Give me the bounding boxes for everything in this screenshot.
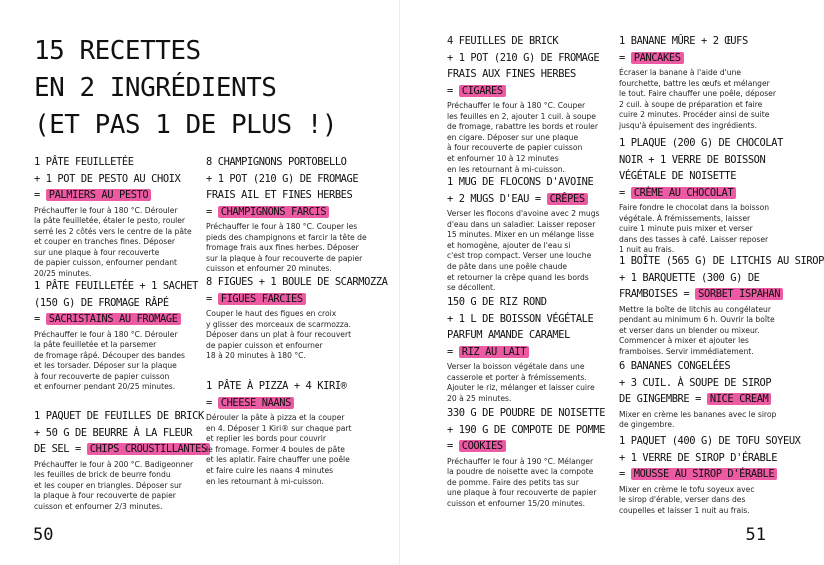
instruction-line: serré les 2 côtés vers le centre de la pâte: [34, 226, 192, 236]
ingredient-line: [34, 278, 202, 295]
instruction-line: et couper en tranches fines. Déposer: [34, 237, 176, 247]
recipe-ingredients: [206, 378, 374, 411]
ingredient-text: PARFUM AMANDE CARAMEL: [447, 329, 570, 341]
title-line: EN 2 INGRÉDIENTS: [34, 73, 277, 103]
ingredient-line: [447, 33, 615, 50]
ingredient-text: 1 PAQUET DE FEUILLES DE BRICK: [34, 410, 204, 422]
instruction-line: Préchauffer le four à 180 °C. Couper les: [206, 222, 358, 231]
recipe-ingredients: [447, 294, 615, 360]
ingredient-text: + 1 POT DE PESTO AU CHOIX: [34, 172, 181, 185]
recipe-instructions: [619, 203, 787, 256]
ingredient-text: 1 PÂTE FEUILLETÉE + 1 SACHET: [34, 280, 198, 292]
ingredient-line: [34, 154, 202, 171]
recipe-name-highlight: SACRISTAINS AU FROMAGE: [46, 313, 181, 325]
instruction-line: Mixer en crème les bananes avec le sirop: [619, 409, 777, 419]
recipe-block: [447, 174, 615, 294]
ingredient-line: [447, 191, 615, 208]
ingredient-line: [447, 438, 615, 455]
left-page: [0, 0, 400, 565]
instruction-line: en les retournant à mi-cuisson.: [447, 164, 565, 174]
recipe-block: [447, 294, 615, 404]
ingredient-text: + 1 POT (210 G) DE FROMAGE: [447, 51, 600, 64]
ingredient-text: 1 PÂTE FEUILLETÉE: [34, 156, 134, 168]
instruction-line: et faire cuire les naans 4 minutes: [206, 465, 334, 475]
instruction-line: la poudre de noisette avec la compote: [447, 467, 594, 477]
ingredient-text: =: [619, 468, 625, 480]
ingredient-text: 1 BANANE MÛRE + 2 ŒUFS: [619, 35, 748, 47]
ingredient-text: + 2 MUGS D'EAU =: [447, 192, 541, 205]
ingredient-line: [619, 433, 801, 450]
instruction-line: de pâte dans une poêle chaude: [447, 261, 568, 271]
instruction-line: se décollent.: [447, 283, 496, 293]
ingredient-text: (150 G) DE FROMAGE RÂPÉ: [34, 296, 169, 309]
ingredient-text: + 1 L DE BOISSON VÉGÉTALE: [447, 312, 594, 325]
instruction-line: Préchauffer le four à 190 °C. Mélanger: [447, 456, 594, 466]
recipe-instructions: [34, 330, 202, 394]
recipe-ingredients: [619, 135, 787, 201]
recipe-name-highlight: CHIPS CROUSTILLANTES: [87, 443, 210, 455]
instruction-line: Dérouler la pâte à pizza et la couper: [206, 413, 345, 422]
instruction-line: fromage frais aux fines herbes. Déposer: [206, 243, 359, 253]
ingredient-line: [34, 187, 202, 204]
instruction-line: et enfourner pendant 20/25 minutes.: [34, 382, 176, 392]
ingredient-line: [619, 50, 787, 67]
right-page: [400, 0, 824, 565]
recipe-name-highlight: MOUSSE AU SIROP D'ÉRABLE: [631, 468, 778, 480]
recipe-block: [619, 358, 787, 431]
ingredient-text: 1 BOÎTE (565 G) DE LITCHIS AU SIROP: [619, 255, 824, 267]
ingredient-line: [206, 378, 374, 395]
ingredient-text: FRAMBOISES =: [619, 288, 690, 300]
ingredient-line: [447, 83, 615, 100]
instruction-line: Mettre la boîte de litchis au congélateur: [619, 304, 771, 314]
recipe-ingredients: [619, 433, 801, 483]
recipe-block: [206, 154, 374, 275]
ingredient-text: + 1 VERRE DE SIROP D'ÉRABLE: [619, 451, 778, 464]
recipe-ingredients: [447, 174, 615, 207]
ingredient-line: [619, 450, 787, 467]
recipe-instructions: [206, 222, 374, 275]
recipe-ingredients: [206, 274, 388, 307]
ingredient-line: [619, 391, 787, 408]
instruction-line: une plaque à four recouverte de papier: [447, 488, 597, 498]
instruction-line: fourchette, battre les œufs et mélanger: [619, 78, 770, 88]
recipe-name-highlight: CIGARES: [459, 85, 506, 97]
instruction-line: les feuilles de brick de beurre fondu: [34, 470, 171, 480]
recipe-name-highlight: CRÈME AU CHOCOLAT: [631, 187, 737, 199]
instruction-line: à four recouverte de papier cuisson: [447, 143, 583, 153]
ingredient-line: [34, 295, 202, 312]
recipe-ingredients: [206, 154, 374, 220]
instruction-line: le tout. Faire chauffer une poêle, déposer: [619, 89, 776, 99]
instruction-line: 15 minutes. Mixer en un mélange lisse: [447, 230, 595, 240]
recipe-instructions: [34, 206, 202, 280]
instruction-line: et enfourner 10 à 12 minutes: [447, 153, 559, 163]
ingredient-line: [206, 171, 374, 188]
instruction-line: Préchauffer le four à 200 °C. Badigeonner: [34, 459, 194, 469]
ingredient-line: [619, 270, 787, 287]
recipe-block: [206, 378, 374, 487]
instruction-line: et les couper en triangles. Déposer sur: [34, 480, 182, 490]
ingredient-line: [206, 204, 374, 221]
recipe-instructions: [619, 485, 787, 517]
recipe-ingredients: [447, 405, 615, 455]
ingredient-text: =: [619, 51, 625, 64]
instruction-line: coupelles et laisser 1 nuit au frais.: [619, 505, 750, 515]
instruction-line: Déposer dans un plat à four recouvert: [206, 330, 352, 340]
recipe-ingredients: [34, 278, 202, 328]
ingredient-line: [34, 441, 207, 458]
recipe-name-highlight: FIGUES FARCIES: [218, 293, 306, 305]
recipe-ingredients: [619, 358, 787, 408]
ingredient-line: [34, 171, 202, 188]
ingredient-text: DE SEL =: [34, 443, 81, 455]
instruction-line: c'est trop compact. Verser une louche: [447, 251, 592, 261]
ingredient-line: [619, 185, 787, 202]
instruction-line: en cigare. Déposer sur une plaque: [447, 132, 579, 142]
instruction-line: Verser la boisson végétale dans une: [447, 362, 585, 371]
page-number-right: 51: [745, 525, 766, 545]
ingredient-line: [619, 135, 787, 152]
ingredient-line: [619, 358, 787, 375]
recipe-instructions: [447, 362, 615, 404]
instruction-line: cuire 2 minutes. Procéder ainsi de suite: [619, 110, 770, 120]
ingredient-text: FRAIS AIL ET FINES HERBES: [206, 189, 353, 201]
instruction-line: Préchauffer le four à 180 °C. Dérouler: [34, 205, 178, 215]
ingredient-text: 1 PAQUET (400 G) DE TOFU SOYEUX: [619, 435, 801, 447]
instruction-line: dans des tasses à café. Laisser reposer: [619, 234, 769, 244]
instruction-line: en 4. Déposer 1 Kiri® sur chaque part: [206, 423, 352, 433]
recipe-name-highlight: COOKIES: [459, 440, 506, 452]
recipe-instructions: [447, 457, 615, 510]
instruction-line: 20/25 minutes.: [34, 269, 92, 279]
ingredient-text: =: [447, 84, 453, 97]
ingredient-text: =: [206, 396, 212, 409]
instruction-line: à four recouverte de papier cuisson: [34, 371, 170, 381]
instruction-line: Préchauffer le four à 180 °C. Couper: [447, 101, 586, 110]
recipe-instructions: [619, 68, 787, 132]
recipe-block: [447, 33, 615, 175]
ingredient-text: 330 G DE POUDRE DE NOISETTE: [447, 407, 606, 419]
ingredient-line: [447, 344, 615, 361]
instruction-line: le fromage. Former 4 boules de pâte: [206, 444, 345, 454]
ingredient-text: 8 CHAMPIGNONS PORTOBELLO: [206, 156, 347, 168]
ingredient-line: [34, 311, 202, 328]
ingredient-text: VÉGÉTALE DE NOISETTE: [619, 170, 737, 182]
ingredient-line: [447, 405, 615, 422]
instruction-line: la pâte feuilletée, étaler le pesto, rouler: [34, 216, 186, 226]
instruction-line: et verser dans un blender ou mixeur.: [619, 325, 760, 335]
instruction-line: la pâte feuilletée et la parsemer: [34, 340, 157, 350]
recipe-name-highlight: RIZ AU LAIT: [459, 346, 529, 358]
instruction-line: Préchauffer le four à 180 °C. Dérouler: [34, 329, 178, 339]
ingredient-line: [34, 408, 202, 425]
ingredient-text: + 50 G DE BEURRE À LA FLEUR: [34, 426, 193, 439]
ingredient-text: 1 PÂTE À PIZZA + 4 KIRI®: [206, 380, 347, 392]
recipe-name-highlight: CHAMPIGNONS FARCIS: [218, 206, 329, 218]
ingredient-text: + 1 POT (210 G) DE FROMAGE: [206, 172, 359, 185]
ingredient-text: 1 MUG DE FLOCONS D'AVOINE: [447, 176, 594, 188]
instruction-line: sur une plaque à four recouverte: [34, 247, 160, 257]
recipe-ingredients: [447, 33, 615, 99]
instruction-line: et replier les bords pour couvrir: [206, 434, 327, 444]
ingredient-line: [619, 253, 824, 270]
ingredient-line: [447, 66, 615, 83]
instruction-line: cuisson et enfourner 2/3 minutes.: [34, 501, 163, 511]
recipe-instructions: [619, 305, 787, 358]
ingredient-line: [619, 152, 787, 169]
ingredient-text: + 190 G DE COMPOTE DE POMME: [447, 423, 606, 436]
ingredient-line: [447, 422, 615, 439]
recipe-name-highlight: NICE CREAM: [707, 393, 772, 405]
recipe-block: [619, 33, 787, 132]
recipe-instructions: [206, 309, 374, 362]
instruction-line: et les aplatir. Faire chauffer une poêle: [206, 455, 350, 465]
recipe-name-highlight: CRÊPES: [547, 193, 588, 205]
ingredient-line: [619, 466, 787, 483]
instruction-line: de fromage râpé. Découper des bandes: [34, 350, 186, 360]
ingredient-text: 8 FIGUES + 1 BOULE DE SCARMOZZA: [206, 276, 388, 288]
instruction-line: Ajouter le riz, mélanger et laisser cuire: [447, 383, 595, 393]
instruction-line: cuisson et enfourner 20 minutes.: [206, 264, 332, 274]
recipe-instructions: [447, 101, 615, 175]
recipe-ingredients: [34, 154, 202, 204]
recipe-ingredients: [34, 408, 207, 458]
recipe-ingredients: [619, 33, 787, 66]
recipe-block: [34, 408, 207, 512]
instruction-line: cuire 1 minute puis mixer et verser: [619, 224, 753, 234]
instruction-line: 20 à 25 minutes.: [447, 393, 512, 403]
instruction-line: sur la plaque à four recouverte de papier: [206, 253, 363, 263]
ingredient-text: =: [447, 345, 453, 358]
recipe-block: [619, 433, 801, 516]
instruction-line: Couper le haut des figues en croix: [206, 309, 337, 318]
ingredient-line: [447, 50, 615, 67]
instruction-line: pieds des champignons et farcir la tête de: [206, 232, 367, 242]
recipe-name-highlight: CHEESE NAANS: [218, 397, 294, 409]
recipe-name-highlight: PALMIERS AU PESTO: [46, 189, 152, 201]
instruction-line: 2 cuil. à soupe de préparation et faire: [619, 99, 763, 109]
instruction-line: en les retournant à mi-cuisson.: [206, 476, 324, 486]
ingredient-text: =: [206, 292, 212, 305]
recipe-block: [619, 253, 824, 357]
instruction-line: de papier cuisson et enfourner: [206, 340, 323, 350]
recipe-block: [34, 278, 202, 393]
instruction-line: pendant au minimum 6 h. Ouvrir la boîte: [619, 315, 775, 325]
recipe-block: [447, 405, 615, 509]
recipe-name-highlight: PANCAKES: [631, 52, 684, 64]
recipe-block: [619, 135, 787, 256]
instruction-line: les feuilles en 2, ajouter 1 cuil. à soupe: [447, 111, 596, 121]
recipe-instructions: [206, 413, 374, 487]
ingredient-text: =: [206, 205, 212, 218]
instruction-line: la plaque à four recouverte de papier: [34, 491, 176, 501]
title-line: 15 RECETTES: [34, 36, 201, 66]
ingredient-text: + 1 BARQUETTE (300 G) DE: [619, 271, 760, 284]
recipe-block: [206, 274, 388, 362]
recipe-ingredients: [619, 253, 824, 303]
ingredient-text: FRAIS AUX FINES HERBES: [447, 68, 576, 80]
ingredient-text: =: [34, 189, 40, 201]
ingredient-line: [206, 274, 388, 291]
ingredient-line: [619, 286, 787, 303]
instruction-line: Mixer en crème le tofu soyeux avec: [619, 484, 755, 494]
instruction-line: et homogène, ajouter de l'eau si: [447, 240, 571, 250]
page-title: [34, 33, 337, 144]
ingredient-text: 6 BANANES CONGELÉES: [619, 360, 731, 372]
instruction-line: Faire fondre le chocolat dans la boisson: [619, 203, 770, 212]
recipe-instructions: [447, 209, 615, 294]
ingredient-line: [447, 327, 615, 344]
recipe-instructions: [34, 460, 202, 513]
ingredient-line: [447, 174, 615, 191]
ingredient-text: =: [34, 313, 40, 325]
instruction-line: de fromage, rabattre les bords et rouler: [447, 122, 598, 132]
recipe-block: [34, 154, 202, 280]
ingredient-line: [619, 375, 787, 392]
instruction-line: y glisser des morceaux de scarmozza.: [206, 319, 351, 329]
instruction-line: et retourner la crêpe quand les bords: [447, 272, 589, 282]
ingredient-text: + 3 CUIL. À SOUPE DE SIROP: [619, 376, 772, 389]
ingredient-line: [619, 33, 787, 50]
title-line: (ET PAS 1 DE PLUS !): [34, 110, 338, 140]
instruction-line: jusqu'à épuisement des ingrédients.: [619, 120, 757, 130]
instruction-line: Commencer à mixer et ajouter les: [619, 336, 749, 346]
ingredient-text: NOIR + 1 VERRE DE BOISSON: [619, 153, 766, 166]
ingredient-text: 1 PLAQUE (200 G) DE CHOCOLAT: [619, 137, 783, 149]
page-number-left: 50: [33, 525, 54, 545]
ingredient-line: [206, 154, 374, 171]
recipe-name-highlight: SORBET ISPAHAN: [695, 288, 783, 300]
instruction-line: framboises. Servir immédiatement.: [619, 346, 754, 356]
ingredient-line: [619, 168, 787, 185]
instruction-line: d'eau dans un saladier. Laisser reposer: [447, 219, 596, 229]
instruction-line: de papier cuisson, enfourner pendant: [34, 258, 178, 268]
ingredient-line: [34, 425, 202, 442]
ingredient-text: DE GINGEMBRE =: [619, 393, 701, 405]
ingredient-line: [447, 294, 615, 311]
instruction-line: 18 à 20 minutes à 180 °C.: [206, 351, 306, 361]
instruction-line: Verser les flocons d'avoine avec 2 mugs: [447, 209, 600, 218]
ingredient-line: [206, 291, 374, 308]
ingredient-text: 150 G DE RIZ ROND: [447, 296, 547, 308]
instruction-line: de gingembre.: [619, 420, 675, 430]
instruction-line: de pomme. Faire des petits tas sur: [447, 477, 579, 487]
instruction-line: casserole et porter à frémissements.: [447, 372, 587, 382]
ingredient-text: =: [619, 186, 625, 199]
ingredient-line: [447, 311, 615, 328]
ingredient-line: [206, 187, 374, 204]
instruction-line: végétale. À frémissements, laisser: [619, 213, 751, 223]
ingredient-text: 4 FEUILLES DE BRICK: [447, 35, 559, 47]
instruction-line: cuisson et enfourner 15/20 minutes.: [447, 498, 586, 508]
instruction-line: Écraser la banane à l'aide d'une: [619, 68, 742, 77]
instruction-line: 1 nuit au frais.: [619, 245, 675, 255]
instruction-line: le sirop d'érable, verser dans des: [619, 495, 746, 505]
recipe-instructions: [619, 410, 787, 431]
ingredient-line: [206, 395, 374, 412]
ingredient-text: =: [447, 440, 453, 452]
instruction-line: et les torsader. Déposer sur la plaque: [34, 361, 177, 371]
